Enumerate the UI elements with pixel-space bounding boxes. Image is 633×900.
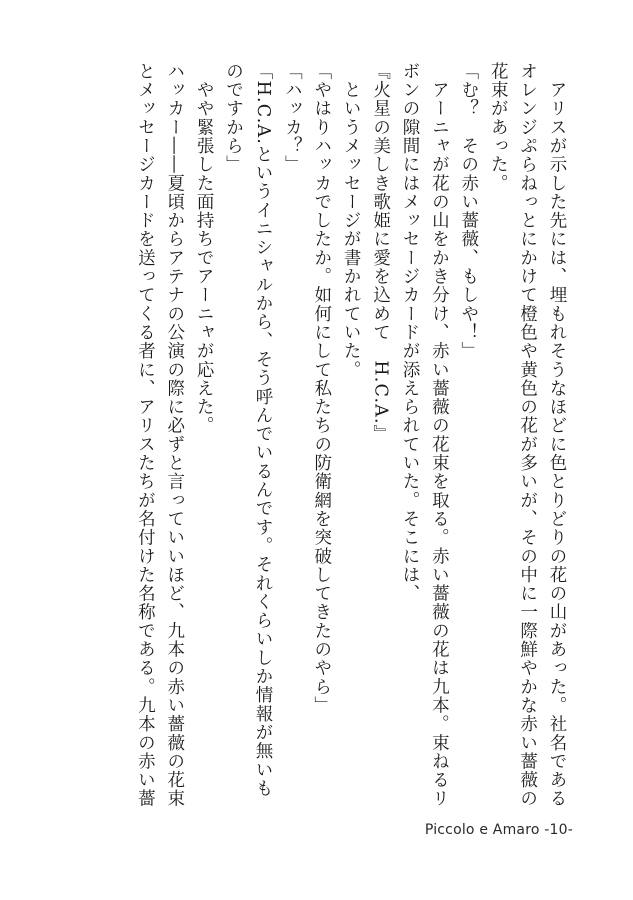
text-line: アーニャが花の山をかき分け、赤い薔薇の花束を取る。赤い薔薇の花は九本。束ねるリ bbox=[429, 62, 450, 808]
text-line: とメッセージカードを送ってくる者に、アリスたちが名付けた名称である。九本の赤い薔 bbox=[135, 62, 156, 808]
dialogue-line: 「やはりハッカでしたか。如何にして私たちの防衛網を突破してきたのやら」 bbox=[311, 62, 332, 715]
card-message-line: 『火星の美しき歌姫に愛を込めて H.C.A.』 bbox=[370, 62, 391, 444]
text-line: やや緊張した面持ちでアーニャが応えた。 bbox=[194, 62, 215, 435]
text-line: アリスが示した先には、埋もれそうなほどに色とりどりの花の山があった。社名である bbox=[547, 62, 567, 808]
text-line: ボンの隙間にはメッセージカードが添えられていた。そこには、 bbox=[399, 62, 420, 603]
text-line: ハッカー――夏頃からアテナの公演の際に必ずと言っていいほど、九本の赤い薔薇の花束 bbox=[164, 62, 185, 808]
dialogue-line: 「む？ その赤い薔薇、もしや！」 bbox=[458, 62, 479, 361]
page-footer: Piccolo e Amaro -10- bbox=[424, 822, 573, 838]
dialogue-line: 「ハッカ？」 bbox=[282, 62, 303, 174]
text-line: のですから」 bbox=[223, 62, 244, 174]
text-line: オレンジぷらねっとにかけて橙色や黄色の花が多いが、その中に一際鮮やかな赤い薔薇の bbox=[517, 62, 538, 808]
vertical-body-text bbox=[130, 62, 571, 808]
text-line: というメッセージが書かれていた。 bbox=[341, 62, 362, 380]
dialogue-line: 「H.C.A.というイニシャルから、そう呼んでいるんです。それくらいしか情報が無いも bbox=[252, 62, 273, 798]
text-line: 花束があった。 bbox=[488, 62, 509, 193]
